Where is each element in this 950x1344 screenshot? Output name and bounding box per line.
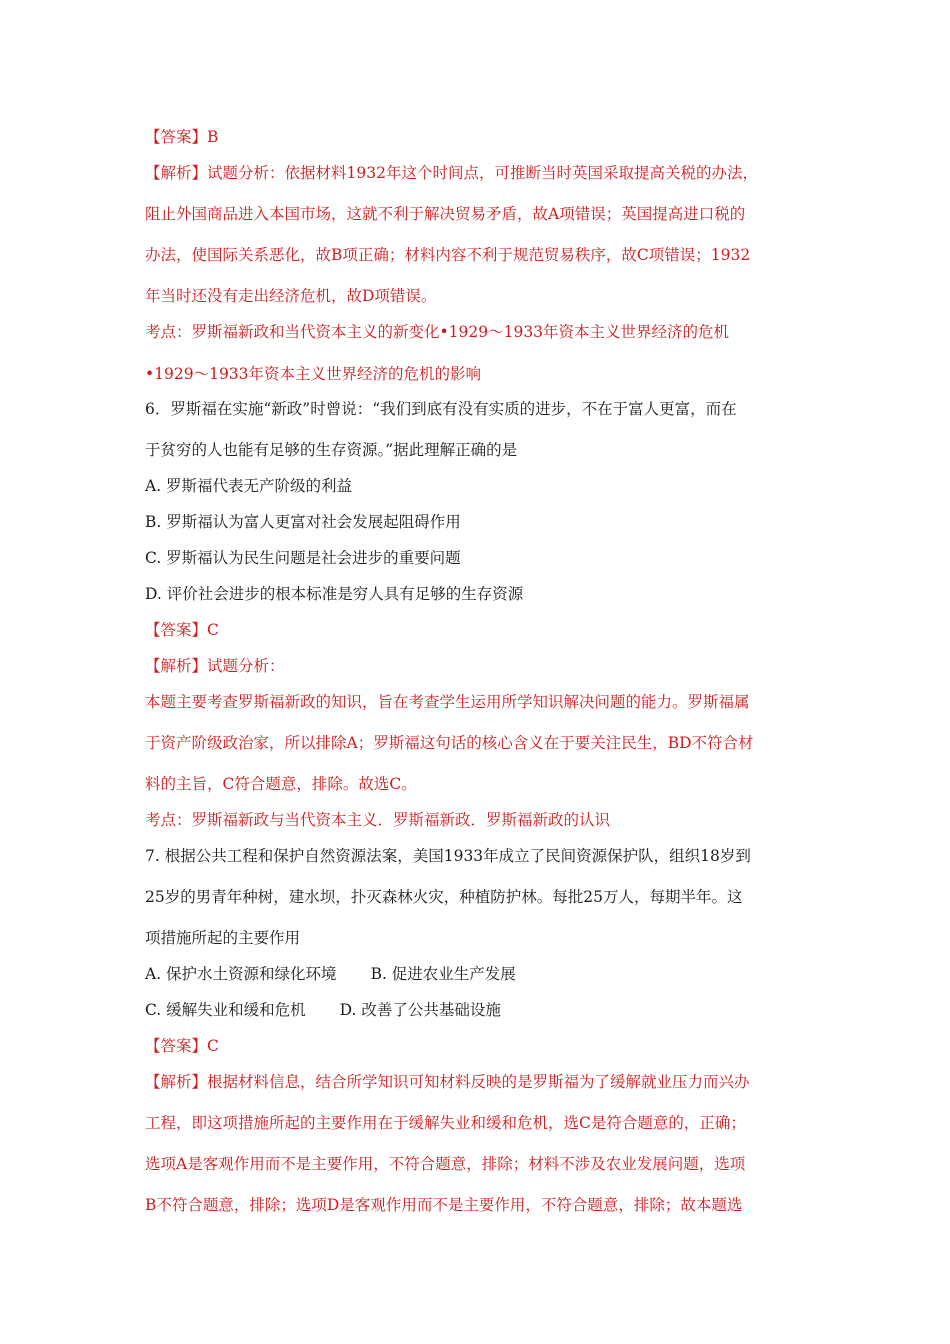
q5-analysis-line-3: 办法，使国际关系恶化，故B项正确；材料内容不利于规范贸易秩序，故C项错误；1932 — [145, 246, 751, 264]
q6-stem-line-1: 6．罗斯福在实施“新政”时曾说：“我们到底有没有实质的进步，不在于富人更富，而在 — [145, 400, 737, 418]
q5-analysis-line-1: 【解析】试题分析：依据材料1932年这个时间点，可推断当时英国采取提高关税的办法， — [145, 164, 758, 182]
q6-option-d: D. 评价社会进步的根本标准是穷人具有足够的生存资源 — [145, 585, 524, 603]
q7-option-c: C. 缓解失业和缓和危机 — [145, 1001, 306, 1019]
answer-value: B — [207, 128, 219, 146]
q7-analysis-line-4: B不符合题意，排除；选项D是客观作用而不是主要作用，不符合题意，排除；故本题选 — [145, 1196, 743, 1214]
q7-options-row-1 — [145, 964, 815, 984]
q6-stem-line-2: 于贫穷的人也能有足够的生存资源。”据此理解正确的是 — [145, 441, 518, 459]
q5-kaodian-line-2: •1929～1933年资本主义世界经济的危机的影响 — [145, 365, 482, 383]
answer-label: 【答案】 — [145, 1037, 208, 1055]
q6-analysis-line-1: 本题主要考查罗斯福新政的知识，旨在考查学生运用所学知识解决问题的能力。罗斯福属 — [145, 693, 750, 711]
q7-option-d: D. 改善了公共基础设施 — [339, 1001, 501, 1019]
answer-label: 【答案】 — [145, 621, 208, 639]
q6-option-c: C. 罗斯福认为民生问题是社会进步的重要问题 — [145, 549, 461, 567]
q7-option-a: A. 保护水土资源和绿化环境 — [145, 965, 337, 983]
q6-option-b: B. 罗斯福认为富人更富对社会发展起阻碍作用 — [145, 513, 461, 531]
q7-analysis-line-1: 【解析】根据材料信息，结合所学知识可知材料反映的是罗斯福为了缓解就业压力而兴办 — [145, 1073, 750, 1091]
q7-options-row-2 — [145, 1000, 815, 1020]
q7-option-b: B. 促进农业生产发展 — [370, 965, 516, 983]
analysis-label: 【解析】 — [145, 1073, 208, 1091]
q7-answer — [145, 1036, 815, 1056]
q7-analysis-line-3: 选项A是客观作用而不是主要作用，不符合题意，排除；材料不涉及农业发展问题，选项 — [145, 1155, 746, 1173]
q6-analysis-line-3: 料的主旨，C符合题意，排除。故选C。 — [145, 775, 417, 793]
q7-stem-line-1: 7. 根据公共工程和保护自然资源法案，美国1933年成立了民间资源保护队，组织18岁到 — [145, 847, 751, 865]
q6-analysis-head: 【解析】试题分析： — [145, 657, 285, 675]
q5-analysis-line-4: 年当时还没有走出经济危机，故D项错误。 — [145, 287, 437, 305]
q6-kaodian: 考点：罗斯福新政与当代资本主义．罗斯福新政．罗斯福新政的认识 — [145, 811, 611, 829]
q5-analysis-line-2: 阻止外国商品进入本国市场，这就不利于解决贸易矛盾，故A项错误；英国提高进口税的 — [145, 205, 746, 223]
q7-stem-line-3: 项措施所起的主要作用 — [145, 929, 301, 947]
q6-option-a: A. 罗斯福代表无产阶级的利益 — [145, 477, 353, 495]
answer-value: C — [207, 621, 219, 639]
q5-kaodian-line-1: 考点：罗斯福新政和当代资本主义的新变化•1929～1933年资本主义世界经济的危机 — [145, 323, 730, 341]
answer-label: 【答案】 — [145, 128, 208, 146]
analysis-label: 【解析】 — [145, 164, 208, 182]
answer-value: C — [207, 1037, 219, 1055]
q6-analysis-line-2: 于资产阶级政治家，所以排除A；罗斯福这句话的核心含义在于要关注民生，BD不符合材 — [145, 734, 754, 752]
q6-answer — [145, 620, 815, 640]
q7-stem-line-2: 25岁的男青年种树，建水坝，扑灭森林火灾，种植防护林。每批25万人，每期半年。这 — [145, 888, 743, 906]
analysis-label: 【解析】 — [145, 657, 208, 675]
q7-analysis-line-2: 工程，即这项措施所起的主要作用在于缓解失业和缓和危机，选C是符合题意的，正确； — [145, 1114, 746, 1132]
q5-answer — [145, 127, 815, 147]
